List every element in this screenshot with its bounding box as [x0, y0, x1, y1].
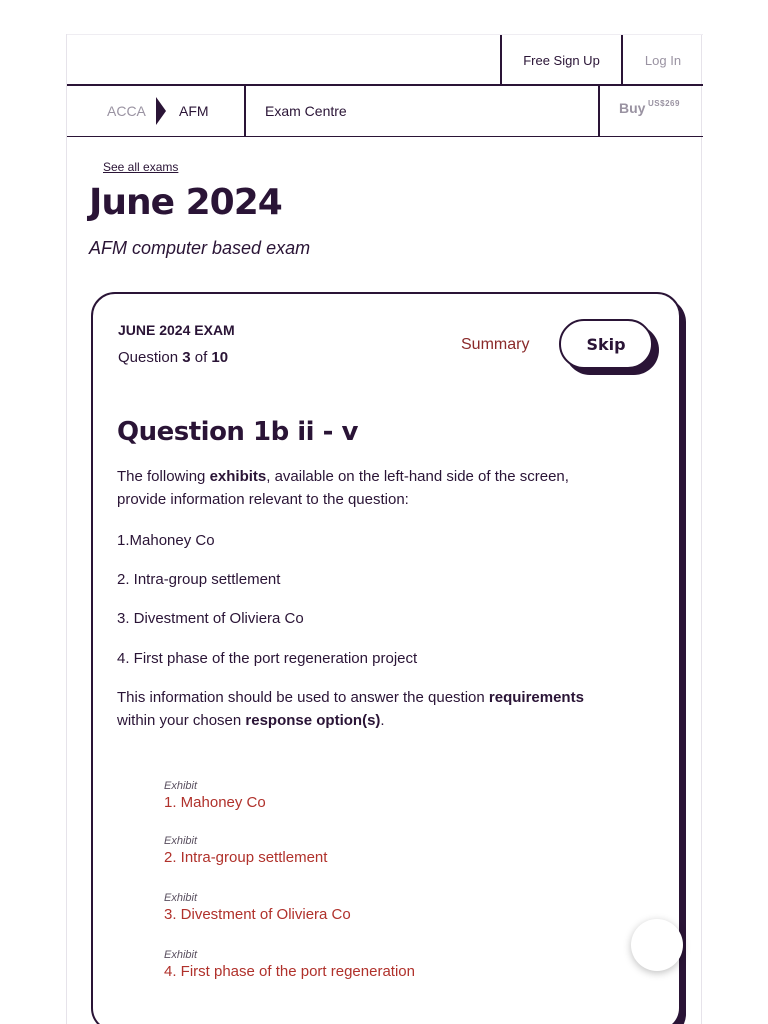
exam-centre-link[interactable]: Exam Centre [265, 103, 347, 119]
breadcrumb-afm[interactable]: AFM [179, 103, 209, 119]
list-item: 3. Divestment of Oliviera Co [117, 610, 304, 627]
exhibit-label: Exhibit [164, 949, 198, 961]
exhibit-link[interactable]: 2. Intra-group settlement [164, 849, 328, 866]
exhibit-label: Exhibit [164, 835, 198, 847]
summary-link[interactable]: Summary [461, 336, 530, 353]
exhibit-item[interactable] [164, 892, 351, 923]
exhibit-link[interactable]: 3. Divestment of Oliviera Co [164, 906, 351, 923]
question-counter: Question 3 of 10 [118, 349, 229, 366]
exhibit-link[interactable]: 1. Mahoney Co [164, 794, 266, 811]
list-item: 1.Mahoney Co [117, 532, 215, 549]
outro-paragraph: This information should be used to answer the question requirements within your chosen response option(s). [117, 689, 584, 729]
breadcrumb-acca[interactable]: ACCA [107, 103, 146, 119]
intro-paragraph: The following exhibits, available on the left-hand side of the screen, provide information relevant to the question: [117, 468, 569, 508]
list-item: 4. First phase of the port regeneration project [117, 650, 418, 667]
floating-action-button[interactable] [631, 919, 683, 971]
page-subtitle: AFM computer based exam [89, 238, 311, 258]
nav-divider [598, 86, 600, 136]
nav-bar [67, 86, 703, 137]
skip-button[interactable]: Skip [559, 319, 653, 369]
page-container [66, 34, 702, 1024]
buy-button[interactable]: Buy [619, 100, 646, 116]
page-title: June 2024 [89, 182, 282, 223]
exhibit-item[interactable] [164, 835, 327, 866]
question-card [91, 292, 681, 1024]
list-item: 2. Intra-group settlement [117, 571, 281, 588]
price-label: US$269 [648, 99, 680, 108]
nav-divider [244, 86, 246, 136]
exhibit-item[interactable] [164, 780, 266, 811]
question-title: Question 1b ii - v [117, 417, 358, 447]
log-in-button[interactable]: Log In [621, 35, 703, 85]
exhibit-link[interactable]: 4. First phase of the port regeneration [164, 963, 415, 980]
breadcrumb-chevron-icon [156, 86, 166, 136]
exhibit-label: Exhibit [164, 780, 198, 792]
exam-label: JUNE 2024 EXAM [118, 322, 235, 338]
exhibit-label: Exhibit [164, 892, 198, 904]
see-all-exams-link[interactable]: See all exams [103, 160, 179, 174]
free-sign-up-button[interactable]: Free Sign Up [500, 35, 621, 85]
top-bar [67, 34, 703, 86]
exhibit-item[interactable] [164, 949, 415, 980]
